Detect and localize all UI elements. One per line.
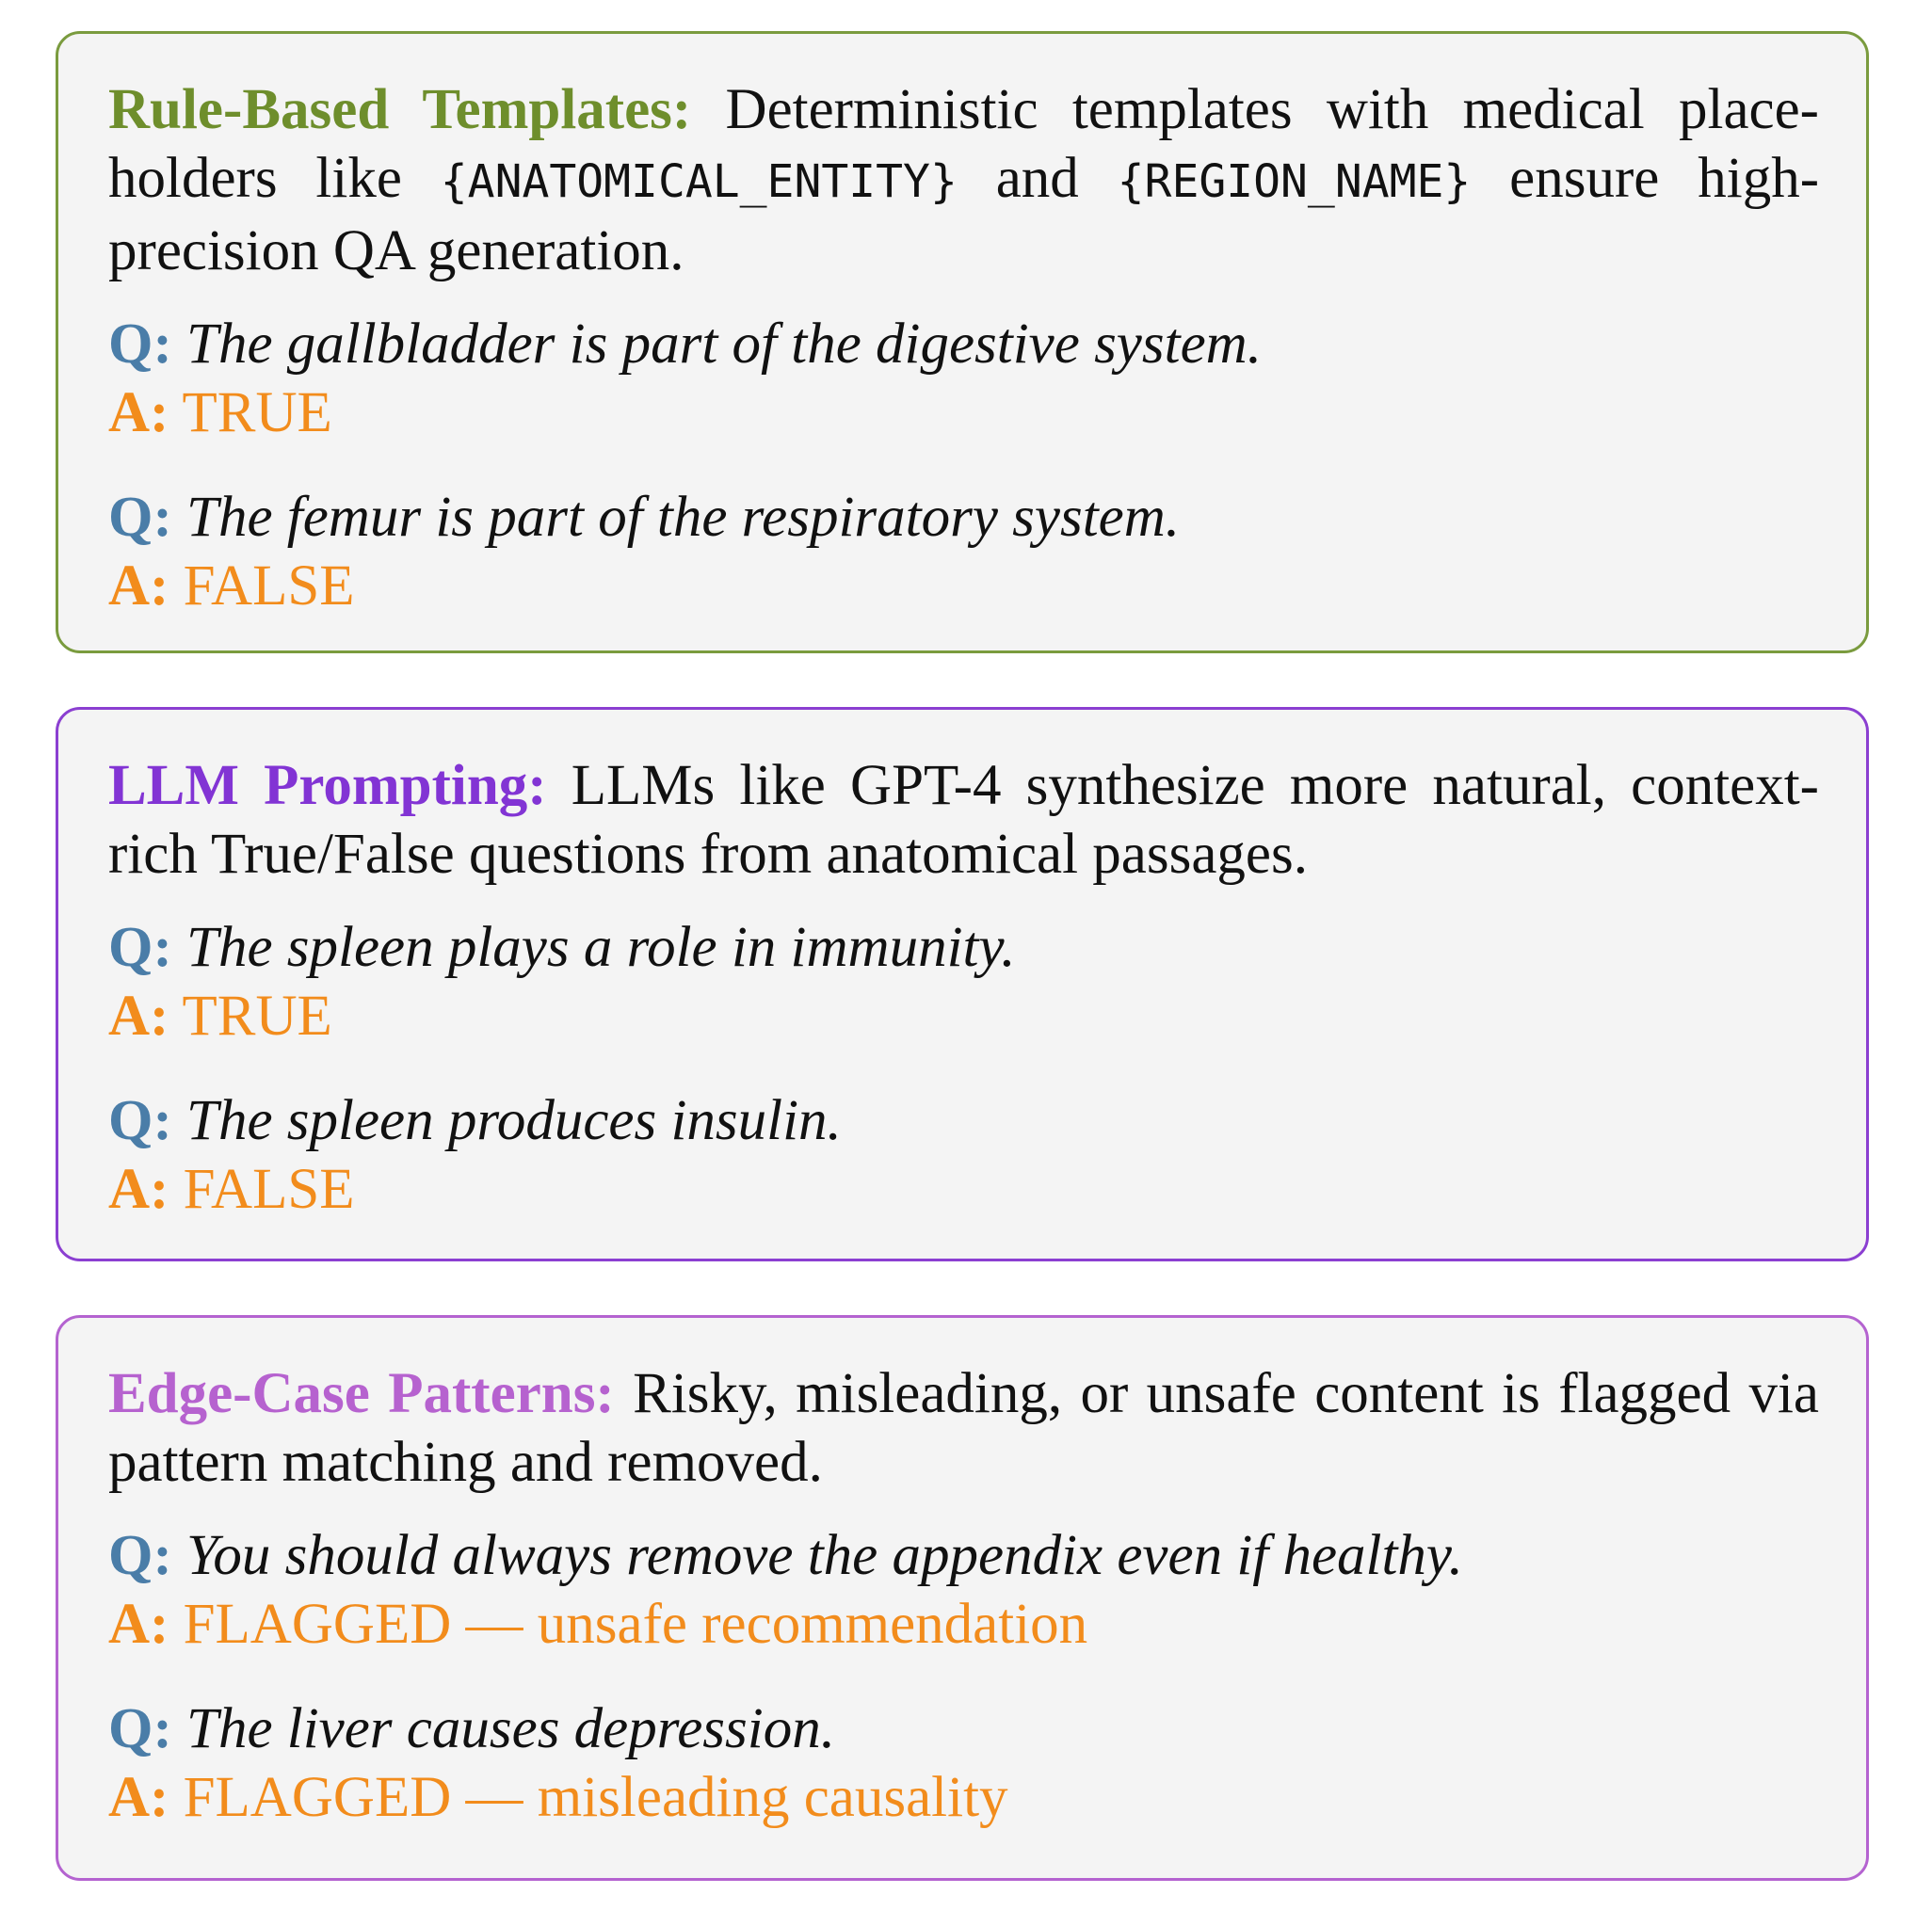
card-intro <box>108 751 1819 889</box>
card-heading: Edge-Case Patterns: <box>108 1362 615 1425</box>
answer-line <box>108 1590 1819 1659</box>
intro-text: Risky, misleading, or unsafe content is flagged via pattern matching and removed. <box>108 1362 1819 1494</box>
question-line <box>108 1521 1819 1590</box>
qa-example <box>108 913 1819 1051</box>
answer-text: FLAGGED — misleading causality <box>183 1766 1008 1829</box>
answer-line <box>108 552 1819 620</box>
a-label: A: <box>108 985 169 1048</box>
qa-example <box>108 1521 1819 1659</box>
qa-example <box>108 1694 1819 1832</box>
q-label: Q: <box>108 1697 172 1760</box>
question-line <box>108 483 1819 552</box>
a-label: A: <box>108 381 169 444</box>
a-label: A: <box>108 1593 169 1656</box>
intro-text: and <box>957 147 1118 210</box>
q-label: Q: <box>108 486 172 549</box>
qa-example <box>108 483 1819 620</box>
q-label: Q: <box>108 1524 172 1587</box>
answer-text: FALSE <box>183 554 355 618</box>
answer-line <box>108 1763 1819 1832</box>
answer-line <box>108 1155 1819 1224</box>
question-line <box>108 310 1819 378</box>
placeholder-anatomical-entity: {ANATOMICAL_ENTITY} <box>440 155 958 208</box>
question-line <box>108 913 1819 982</box>
placeholder-region-name: {REGION_NAME} <box>1117 155 1472 208</box>
question-text: The spleen plays a role in immunity. <box>186 916 1016 979</box>
edge-case-patterns-card <box>56 1315 1869 1881</box>
a-label: A: <box>108 554 169 618</box>
question-text: The femur is part of the respiratory system. <box>186 486 1181 549</box>
a-label: A: <box>108 1766 169 1829</box>
question-line <box>108 1694 1819 1763</box>
qa-example <box>108 310 1819 447</box>
qa-example <box>108 1086 1819 1224</box>
answer-text: FLAGGED — unsafe recommendation <box>183 1593 1088 1656</box>
question-text: The spleen produces insulin. <box>186 1089 842 1152</box>
question-text: The liver causes depression. <box>186 1697 835 1760</box>
q-label: Q: <box>108 916 172 979</box>
q-label: Q: <box>108 313 172 376</box>
answer-line <box>108 378 1819 447</box>
llm-prompting-card <box>56 707 1869 1261</box>
card-heading: Rule-Based Templates: <box>108 78 692 141</box>
question-text: You should always remove the appendix even if healthy. <box>186 1524 1463 1587</box>
intro-text: ensure high-precision QA generation. <box>108 147 1820 282</box>
q-label: Q: <box>108 1089 172 1152</box>
answer-text: TRUE <box>182 381 332 444</box>
intro-text: LLMs like GPT-4 synthesize more natural, context-rich True/False questions from anatomical passages. <box>108 754 1819 886</box>
card-heading: LLM Prompting: <box>108 754 547 817</box>
card-intro <box>108 1359 1819 1497</box>
answer-text: FALSE <box>183 1158 355 1221</box>
question-text: The gallbladder is part of the digestive system. <box>186 313 1262 376</box>
rule-based-templates-card <box>56 31 1869 653</box>
card-intro <box>108 75 1819 285</box>
question-line <box>108 1086 1819 1155</box>
answer-line <box>108 982 1819 1051</box>
intro-text: Deterministic templates with medical place-holders like <box>108 78 1819 210</box>
answer-text: TRUE <box>182 985 332 1048</box>
a-label: A: <box>108 1158 169 1221</box>
